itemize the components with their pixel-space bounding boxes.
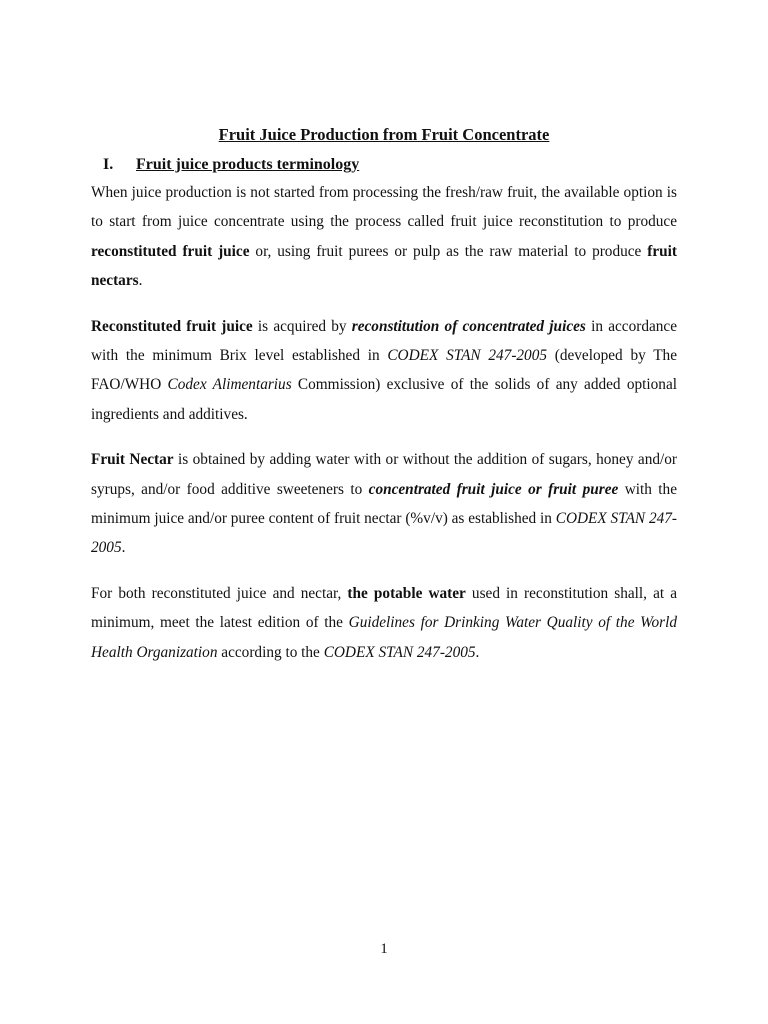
bold-italic-term: concentrated fruit juice or fruit puree	[368, 480, 619, 498]
paragraph-reconstituted-juice	[91, 312, 677, 429]
text-span: with the minimum juice and/or puree content of fruit nectar (%v/v) as established in	[91, 480, 677, 527]
text-span: When juice production is not started from processing the fresh/raw fruit, the available option is to start from juice concentrate using the process called fruit juice reconstitution to produce	[91, 184, 677, 231]
text-span: .	[121, 539, 126, 557]
bold-term: Fruit Nectar	[91, 451, 174, 469]
text-span: according to the	[217, 643, 324, 661]
section-number: I.	[103, 156, 114, 173]
bold-term: reconstituted fruit juice	[91, 242, 250, 260]
text-span: used in reconstitution shall, at a minimum, meet the latest edition of the	[91, 585, 678, 632]
text-span: Commission) exclusive of the solids of any added optional ingredients and additives.	[91, 376, 677, 423]
page-number: 1	[380, 941, 388, 957]
italic-reference: CODEX STAN 247-2005	[91, 509, 677, 557]
text-span: is acquired by	[252, 317, 352, 335]
text-span: For both reconstituted juice and nectar,	[91, 585, 348, 603]
document-page	[91, 122, 677, 683]
bold-term: Reconstituted fruit juice	[91, 317, 253, 335]
italic-reference: Guidelines for Drinking Water Quality of the World Health Organization	[91, 614, 677, 661]
page-title: Fruit Juice Production from Fruit Concentrate	[218, 125, 550, 144]
text-span: is obtained by adding water with or without the addition of sugars, honey and/or syrups, and/or food additive sweeteners to	[91, 451, 677, 498]
paragraph-fruit-nectar	[91, 445, 677, 562]
italic-reference: CODEX STAN 247-2005	[323, 643, 476, 661]
bold-term: the potable water	[347, 585, 466, 603]
text-span: in accordance with the minimum Brix level established in	[91, 317, 677, 364]
text-span: .	[475, 643, 480, 661]
italic-reference: Codex Alimentarius	[167, 376, 292, 394]
paragraph-intro	[91, 178, 677, 295]
text-span: (developed by The FAO/WHO	[91, 346, 677, 394]
text-span: or, using fruit purees or pulp as the raw material to produce	[249, 242, 648, 260]
section-heading	[103, 152, 677, 178]
section-heading-text: Fruit juice products terminology	[136, 156, 360, 173]
italic-reference: CODEX STAN 247-2005	[387, 346, 548, 364]
bold-term: fruit nectars	[91, 242, 677, 289]
text-span: .	[138, 271, 143, 289]
paragraph-potable-water	[91, 579, 677, 667]
bold-italic-term: reconstitution of concentrated juices	[351, 317, 586, 335]
